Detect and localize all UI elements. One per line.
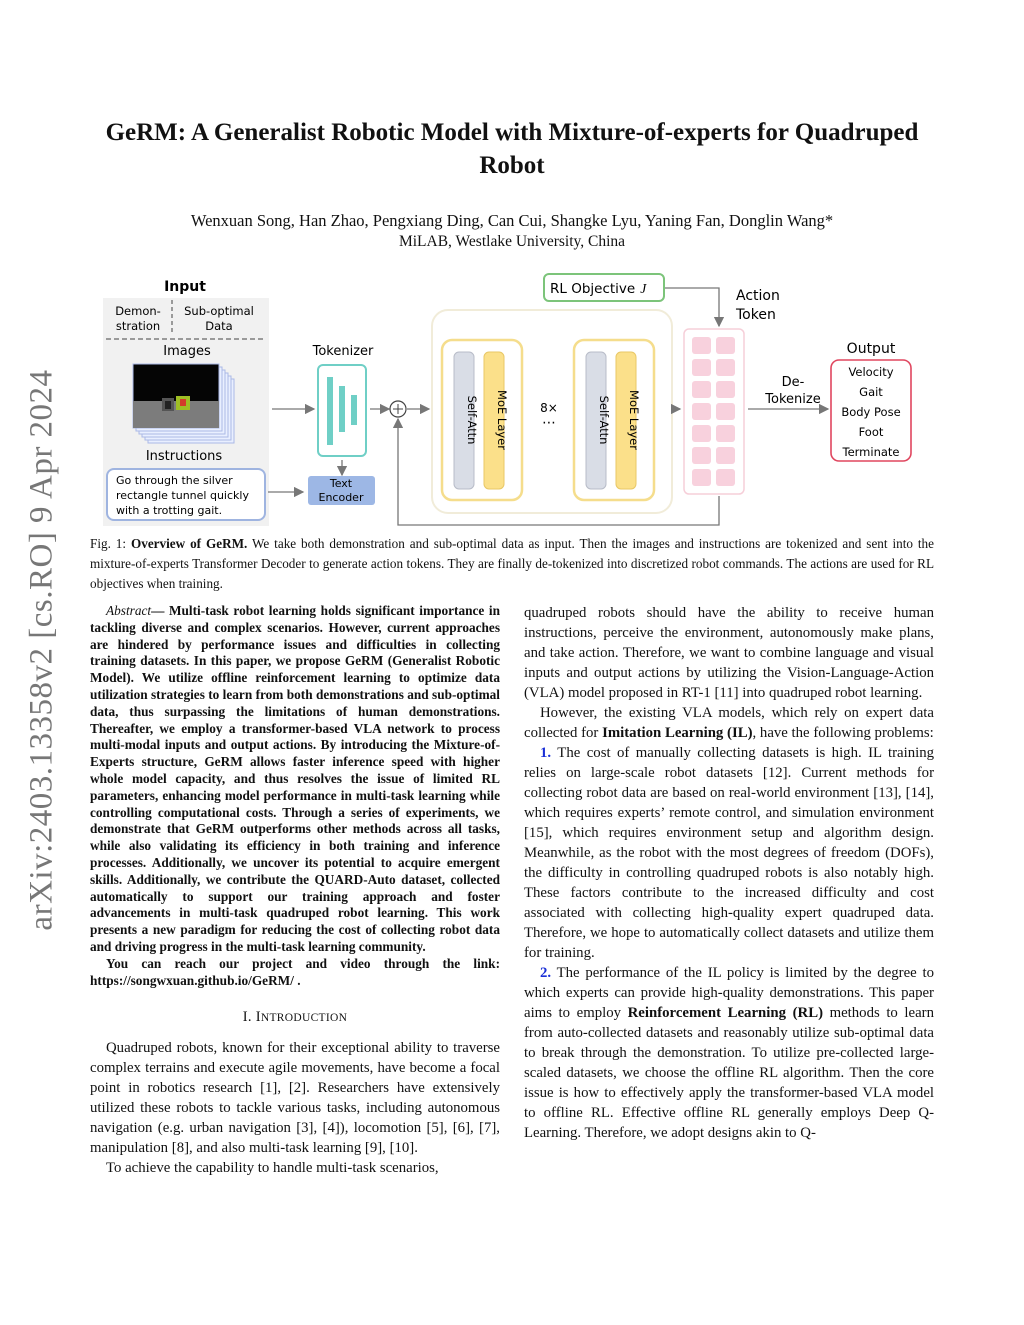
p2-text-b: , have the following problems: bbox=[752, 725, 934, 741]
arxiv-id: arXiv:2403.13358v2 [cs.RO] 9 Apr 2024 bbox=[23, 369, 60, 931]
action-token-cell bbox=[692, 381, 711, 398]
subopt-label-1: Sub-optimal bbox=[184, 304, 254, 318]
detokenize-label-2: Tokenize bbox=[765, 392, 821, 407]
instructions-label: Instructions bbox=[145, 449, 223, 464]
self-attn-label-2: Self-Attn bbox=[597, 395, 611, 445]
text-encoder-label-1: Text bbox=[329, 477, 353, 490]
input-label: Input bbox=[164, 279, 206, 295]
text-encoder-label-2: Encoder bbox=[318, 491, 364, 504]
intro-paragraph-2: To achieve the capability to handle multi-task scenarios, bbox=[106, 1160, 439, 1177]
instruction-line-1: Go through the silver bbox=[116, 474, 233, 487]
right-column bbox=[524, 603, 934, 1143]
problem-item-1 bbox=[524, 743, 934, 963]
item1-text: The cost of manually collecting datasets is high. IL training relies on large-scale robot datasets [12]. Current methods for collecting robot data are based on real-world environment [13], [14], which requires experts’ remote control, and simulation environment [15], which requires environment setup and algorithm design. Meanwhile, as the robot with the most degrees of freedom (DOFs), the difficulty in controlling quadruped robots is also notably high. These factors contribute to the increased difficulty and cost associated with collecting high-quality expert quadruped data. Therefore, we hope to automatically collect datasets and utilize them for training. bbox=[524, 745, 934, 961]
action-token-cell bbox=[692, 403, 711, 420]
demo-label-2: stration bbox=[115, 319, 161, 333]
abstract-body: Multi-task robot learning holds significant importance in tackling diverse and complex scenarios. However, current approaches are hindered by performance issues and difficulties in collecting training datasets. In this paper, we propose GeRM (Generalist Robotic Model). We utilize offline reinforcement learning to optimize data utilization strategies to learn from both demonstrations and sub-optimal data, thus surpassing the limitations of human demonstrations. Thereafter, we employ a transformer-based VLA network to process multi-modal inputs and output actions. By introducing the Mixture-of-Experts structure, GeRM allows faster inference speed with higher whole model capacity, and thus resolves the issue of limited RL parameters, enhancing model performance in multi-task learning while controlling computational costs. Through a series of experiments, we demonstrate that GeRM outperforms other methods across all tasks, while also validating its efficiency in both training and inference processes. Additionally, we uncover its potential to acquire emergent skills. Additionally, we contribute the QUARD-Auto dataset, collected automatically to support our training approach and foster advancements in multi-task quadruped robot learning. This work presents a new paradigm for reducing the cost of collecting robot data and driving progress in the multi-task learning community. bbox=[90, 603, 500, 954]
detokenize-label-1: De- bbox=[781, 375, 805, 390]
action-token-cell bbox=[716, 425, 735, 442]
images-label: Images bbox=[163, 344, 211, 359]
section-heading bbox=[90, 1007, 500, 1028]
action-token-cell bbox=[716, 403, 735, 420]
right-paragraph-2 bbox=[524, 703, 934, 743]
caption-text: We take both demonstration and sub-optimal data as input. Then the images and instructions are tokenized and sent into the mixture-of-experts Transformer Decoder to generate action tokens. They are finally de-tokenized into discretized robot commands. The actions are used for RL objectives when training. bbox=[90, 536, 934, 591]
item2-text-a: The performance of the IL policy is limited by the degree to which experts can provide high-quality demonstrations. This paper aims to employ bbox=[524, 965, 934, 1021]
moe-layer-label: MoE Layer bbox=[495, 390, 509, 450]
output-label: Output bbox=[846, 341, 896, 357]
abstract-dash: — bbox=[151, 603, 165, 618]
p2-text-a: However, the existing VLA models, which rely on expert data collected for bbox=[524, 705, 934, 741]
section-numeral: I. bbox=[242, 1009, 256, 1026]
decoder-layer-1 bbox=[442, 340, 522, 500]
authors: Wenxuan Song, Han Zhao, Pengxiang Ding, Can Cui, Shangke Lyu, Yaning Fan, Donglin Wang* bbox=[190, 211, 834, 230]
image-stack bbox=[133, 364, 234, 443]
output-body-pose: Body Pose bbox=[841, 405, 901, 419]
output-foot: Foot bbox=[858, 425, 884, 439]
action-token-cell bbox=[692, 469, 711, 486]
output-terminate: Terminate bbox=[842, 445, 900, 459]
demo-label-1: Demon- bbox=[115, 304, 161, 318]
output-gait: Gait bbox=[859, 385, 883, 399]
subopt-label-2: Data bbox=[205, 319, 233, 333]
action-token-cell bbox=[716, 447, 735, 464]
section-first-letter: I bbox=[255, 1009, 261, 1026]
right-paragraph-1: quadruped robots should have the ability to receive human instructions, perceive the environment, autonomously make plans, and take action. Therefore, we want to combine language and visual inputs and output actions by utilizing the Vision-Language-Action (VLA) model proposed in RT-1 [11] into quadruped robot learning. bbox=[524, 605, 934, 701]
arxiv-stamp bbox=[18, 360, 66, 940]
action-token-label-1: Action bbox=[736, 288, 780, 304]
caption-label: Fig. 1: bbox=[90, 536, 131, 551]
intro-paragraph-1: Quadruped robots, known for their exceptional ability to traverse complex terrains and execute agile movements, have become a focal point in robotics research [1], [2]. Researchers have extensively utilized these robots to tackle various tasks, including autonomous navigation (e.g. urban navigation [3], [4]), locomotion [5], [6], [7], manipulation [8], and also multi-task learning [9], [10]. bbox=[90, 1040, 500, 1157]
action-token-label-2: Token bbox=[736, 307, 776, 323]
dots: ⋯ bbox=[542, 415, 556, 431]
left-column bbox=[90, 603, 500, 1178]
output-velocity: Velocity bbox=[848, 365, 894, 379]
figure-caption bbox=[90, 534, 934, 594]
abstract-link: You can reach our project and video through the link: https://songwxuan.github.io/GeRM/ . bbox=[90, 955, 500, 988]
action-token-cell bbox=[692, 337, 711, 354]
instruction-line-2: rectangle tunnel quickly bbox=[116, 489, 249, 502]
action-token-block bbox=[684, 329, 744, 494]
self-attn-label: Self-Attn bbox=[465, 395, 479, 445]
item1-number: 1. bbox=[540, 745, 552, 761]
figure-overview bbox=[100, 268, 940, 533]
action-token-cell bbox=[716, 469, 735, 486]
rl-objective-label: RL Objective J bbox=[550, 281, 647, 297]
section-rest: NTRODUCTION bbox=[260, 1012, 348, 1025]
repeat-label: 8× bbox=[540, 401, 558, 415]
action-token-cell bbox=[692, 425, 711, 442]
item2-number: 2. bbox=[540, 965, 552, 981]
p2-bold: Imitation Learning (IL) bbox=[602, 725, 753, 741]
tokenizer-block bbox=[318, 365, 366, 456]
action-token-cell bbox=[716, 337, 735, 354]
affiliation: MiLAB, Westlake University, China bbox=[398, 233, 626, 250]
item2-text-b: methods to learn from auto-collected datasets and reasonably utilize sub-optimal data to break through the demonstration. To utilize pre-collected large-scaled datasets, we choose the offline RL algorithm. Then the core issue is how to effectively apply the transformer-based VLA model to offline RL. Effective offline RL generally employs Deep Q-Learning. Therefore, we adopt designs akin to Q- bbox=[524, 1005, 934, 1141]
abstract-label: Abstract bbox=[106, 603, 152, 618]
abstract bbox=[90, 603, 500, 989]
action-token-cell bbox=[716, 381, 735, 398]
instruction-line-3: with a trotting gait. bbox=[116, 504, 223, 517]
paper-title: GeRM: A Generalist Robotic Model with Mixture-of-experts for Quadruped Robot bbox=[105, 119, 919, 179]
problem-item-2 bbox=[524, 963, 934, 1143]
moe-layer-label-2: MoE Layer bbox=[627, 390, 641, 450]
action-token-cell bbox=[692, 447, 711, 464]
caption-bold: Overview of GeRM. bbox=[130, 536, 248, 551]
item2-bold: Reinforcement Learning (RL) bbox=[627, 1005, 823, 1021]
action-token-cell bbox=[716, 359, 735, 376]
tokenizer-label: Tokenizer bbox=[312, 344, 374, 359]
action-token-cell bbox=[692, 359, 711, 376]
decoder-layer-2 bbox=[574, 340, 654, 500]
